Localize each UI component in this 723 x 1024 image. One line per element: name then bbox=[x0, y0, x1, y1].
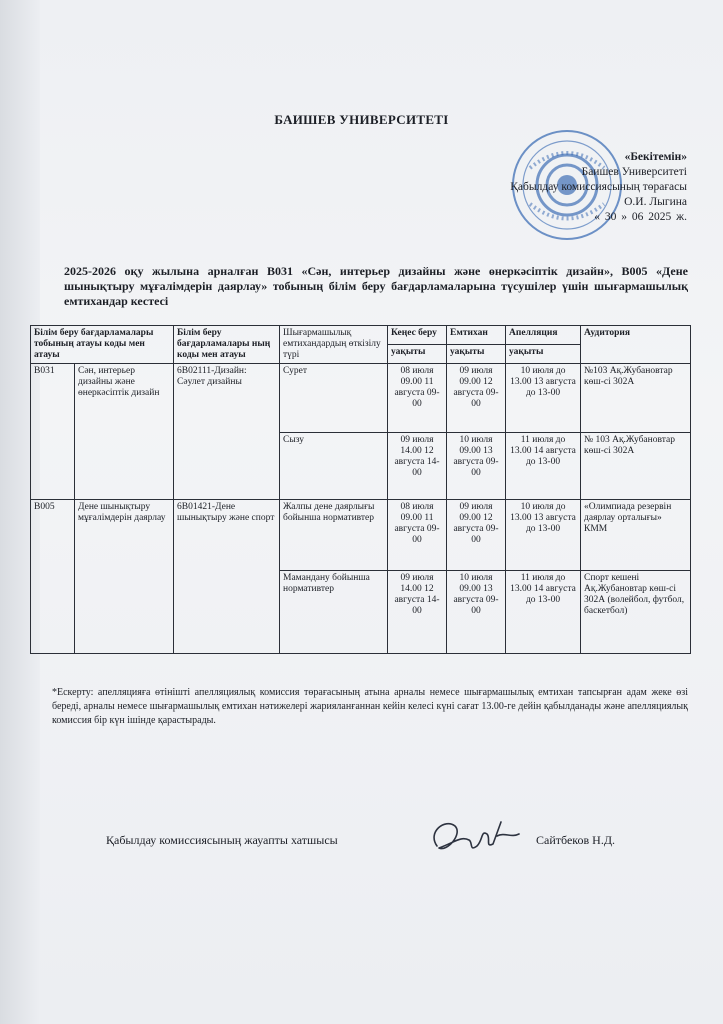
header-time: уақыты bbox=[447, 345, 506, 364]
table-header-row bbox=[31, 326, 691, 345]
appeal-time: 11 июля до 13.00 14 августа до 13-00 bbox=[506, 433, 581, 500]
table-row bbox=[31, 364, 691, 433]
auditory: №103 Ақ.Жубановтар көш-сі 302А bbox=[581, 364, 691, 433]
header-exam: Емтихан bbox=[447, 326, 506, 345]
exam-schedule-table bbox=[30, 325, 691, 654]
header-exam-type: Шығармашылық емтихандардың өткізілу түрі bbox=[280, 326, 388, 364]
approval-date: « 30 » 06 2025 ж. bbox=[594, 211, 687, 223]
table-row bbox=[31, 500, 691, 571]
exam-time: 09 июля 09.00 12 августа 09-00 bbox=[447, 500, 506, 571]
header-time: уақыты bbox=[506, 345, 581, 364]
exam-type: Сызу bbox=[280, 433, 388, 500]
group-name: Дене шынықтыру мұғалімдерін даярлау bbox=[75, 500, 174, 654]
program-name: 6B01421-Дене шынықтыру және спорт bbox=[174, 500, 280, 654]
secretary-name: Сайтбеков Н.Д. bbox=[536, 833, 616, 847]
header-time: уақыты bbox=[388, 345, 447, 364]
approval-title: «Бекітемін» bbox=[624, 151, 687, 163]
program-name: 6B02111-Дизайн: Сәулет дизайны bbox=[174, 364, 280, 500]
auditory: № 103 Ақ.Жубановтар көш-сі 302А bbox=[581, 433, 691, 500]
footnote: *Ескерту: апелляцияға өтінішті апелляциялық комиссия төрағасының атына арналы немесе шығармашылық емтихан тапсырған адам жеке өзі береді, арналы немесе шығармашылық емтихан нәтижелері жарияланғаннан кейін келесі күні сағат 13.00-ге дейін қабылданады және апелляциялық комиссия бір күн ішінде қарастырады. bbox=[52, 687, 688, 726]
consult-time: 08 июля 09.00 11 августа 09-00 bbox=[388, 500, 447, 571]
header-program: Білім беру бағдарламалары ның коды мен атауы bbox=[174, 326, 280, 364]
auditory: Спорт кешені Ақ.Жубановтар көш-сі 302А (волейбол, футбол, баскетбол) bbox=[581, 571, 691, 654]
exam-time: 09 июля 09.00 12 августа 09-00 bbox=[447, 364, 506, 433]
document-heading: 2025-2026 оқу жылына арналған В031 «Сән, интерьер дизайны және өнеркәсіптік дизайн», В005 «Дене шынықтыру мұғалімдерін даярлау» тобының білім беру бағдарламаларына түсушілер үшін шығармашылық емтихандар кестесі bbox=[64, 264, 688, 308]
consult-time: 08 июля 09.00 11 августа 09-00 bbox=[388, 364, 447, 433]
header-auditory: Аудитория bbox=[581, 326, 691, 364]
approval-university: Баишев Университеті bbox=[581, 166, 687, 178]
auditory: «Олимпиада резервін даярлау орталығы» КММ bbox=[581, 500, 691, 571]
exam-type: Мамандану бойынша нормативтер bbox=[280, 571, 388, 654]
appeal-time: 11 июля до 13.00 14 августа до 13-00 bbox=[506, 571, 581, 654]
group-name: Сән, интерьер дизайны және өнеркәсіптік дизайн bbox=[75, 364, 174, 500]
group-code: B031 bbox=[31, 364, 75, 500]
appeal-time: 10 июля до 13.00 13 августа до 13-00 bbox=[506, 364, 581, 433]
exam-type: Сурет bbox=[280, 364, 388, 433]
header-appeal: Апелляция bbox=[506, 326, 581, 345]
header-group: Білім беру бағдарламалары тобының атауы коды мен атауы bbox=[31, 326, 174, 364]
handwritten-signature bbox=[425, 812, 525, 864]
exam-time: 10 июля 09.00 13 августа 09-00 bbox=[447, 433, 506, 500]
exam-time: 10 июля 09.00 13 августа 09-00 bbox=[447, 571, 506, 654]
approval-position: Қабылдау комиссиясының төрағасы bbox=[510, 181, 687, 193]
exam-type: Жалпы дене даярлығы бойынша нормативтер bbox=[280, 500, 388, 571]
header-consult: Кеңес беру bbox=[388, 326, 447, 345]
consult-time: 09 июля 14.00 12 августа 14-00 bbox=[388, 433, 447, 500]
approval-person: О.И. Лыгина bbox=[624, 196, 687, 208]
consult-time: 09 июля 14.00 12 августа 14-00 bbox=[388, 571, 447, 654]
approval-block bbox=[437, 150, 687, 225]
appeal-time: 10 июля до 13.00 13 августа до 13-00 bbox=[506, 500, 581, 571]
group-code: B005 bbox=[31, 500, 75, 654]
university-title: БАИШЕВ УНИВЕРСИТЕТІ bbox=[274, 112, 449, 127]
secretary-label: Қабылдау комиссиясының жауапты хатшысы bbox=[106, 833, 338, 847]
